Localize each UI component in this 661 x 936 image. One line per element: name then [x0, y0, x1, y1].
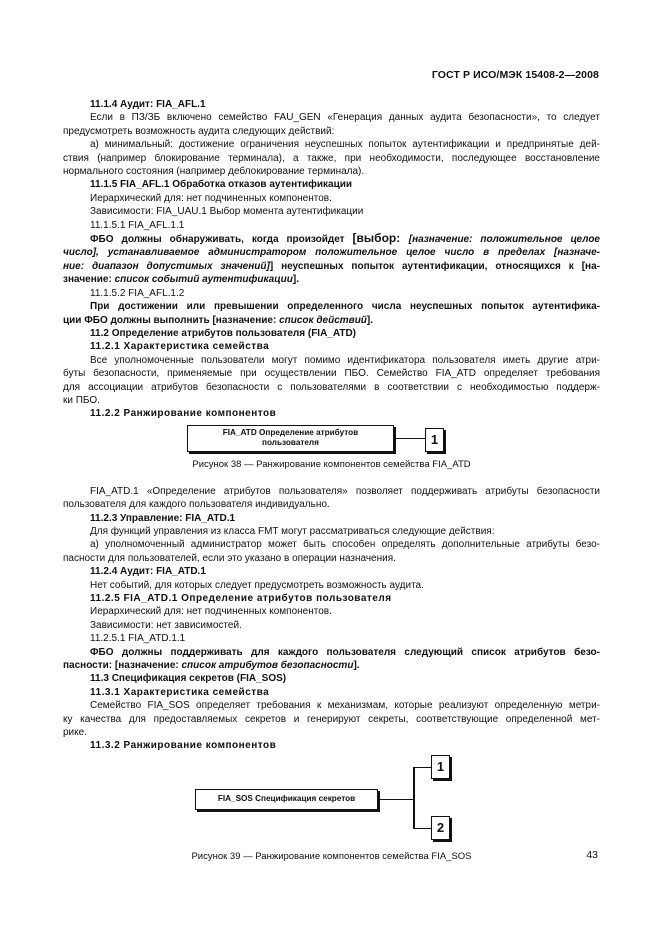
requirement-text: значение: список событий аутентификации]. — [63, 274, 299, 286]
component-number-2: 2 — [431, 816, 450, 840]
section-heading-11-1-5: 11.1.5 FIA_AFL.1 Обработка отказов аутентификации — [90, 179, 353, 191]
element-id: 11.1.5.2 FIA_AFL.1.2 — [90, 287, 185, 299]
component-box-fia-atd: FIA_ATD Определение атрибутов пользователя — [187, 425, 394, 452]
figure-39 — [63, 753, 600, 863]
paragraph: Семейство FIA_SOS определяет требования к механизмам, которые реализуют определенную метри- — [90, 700, 600, 712]
paragraph: FIA_ATD.1 «Определение атрибутов пользователя» позволяет поддерживать атрибуты безопасности — [90, 485, 600, 497]
paragraph: а) минимальный: достижение ограничения неуспешных попыток аутентификации и предпринятые дей- — [90, 139, 600, 151]
connector-line — [413, 767, 431, 769]
connector-line — [378, 799, 413, 801]
section-heading-11-2: 11.2 Определение атрибутов пользователя (FIA_ATD) — [90, 327, 357, 339]
section-heading-11-3-2: 11.3.2 Ранжирование компонентов — [90, 740, 277, 752]
paragraph: Все уполномоченные пользователи могут помимо идентификатора пользователя иметь другие атри- — [90, 354, 600, 366]
page-number: 43 — [586, 849, 598, 861]
section-heading-11-2-5: 11.2.5 FIA_ATD.1 Определение атрибутов пользователя — [90, 593, 392, 604]
paragraph: пользователя для каждого пользователя индивидуально. — [63, 499, 330, 511]
paragraph: Для функций управления из класса FMT могут рассматриваться следующие действия: — [90, 525, 495, 537]
figure-caption: Рисунок 39 — Ранжирование компонентов семейства FIA_SOS — [191, 850, 472, 862]
section-heading-11-3-1: 11.3.1 Характеристика семейства — [90, 686, 270, 698]
paragraph: Нет событий, для которых следует предусмотреть возможность аудита. — [90, 579, 424, 591]
paragraph: а) уполномоченный администратор может быть способен определять дополнительные атрибуты безо- — [90, 539, 600, 551]
section-heading-11-2-2: 11.2.2 Ранжирование компонентов — [90, 408, 277, 420]
figure-38 — [63, 421, 600, 475]
connector-line — [413, 767, 415, 829]
section-heading-11-2-4: 11.2.4 Аудит: FIA_ATD.1 — [90, 566, 206, 578]
paragraph: предусмотреть возможность аудита следующих действий: — [63, 125, 335, 137]
paragraph: рике. — [63, 727, 87, 739]
dependencies-line: Зависимости: нет зависимостей. — [90, 619, 242, 631]
dependencies-line: Зависимости: FIA_UAU.1 Выбор момента аутентификации — [90, 206, 364, 218]
paragraph: ствия (например блокирование терминала), а также, при необходимости, последующее восстановление — [63, 152, 600, 164]
paragraph: пасности для пользователей, если это указано в операции назначения. — [63, 552, 396, 564]
component-number-1: 1 — [425, 428, 444, 452]
component-number-1: 1 — [431, 755, 450, 779]
element-id: 11.1.5.1 FIA_AFL.1.1 — [90, 219, 185, 231]
section-heading-11-2-3: 11.2.3 Управление: FIA_ATD.1 — [90, 512, 236, 524]
section-heading-11-2-1: 11.2.1 Характеристика семейства — [90, 341, 270, 353]
requirement-text: пасности: [назначение: список атрибутов безопасности]. — [63, 660, 360, 672]
figure-caption: Рисунок 38 — Ранжирование компонентов семейства FIA_ATD — [192, 458, 471, 470]
requirement-text: ФБО должны обнаруживать, когда произойдет [выбор: [назначение: положительное целое — [90, 231, 600, 246]
section-heading-11-3: 11.3 Спецификация секретов (FIA_SOS) — [90, 673, 287, 685]
hierarchy-line: Иерархический для: нет подчиненных компонентов. — [90, 606, 332, 618]
paragraph: ку качества для предоставляемых секретов и генерируют секреты, соответствующие определенной мет- — [63, 713, 600, 725]
paragraph: для ассоциации атрибутов безопасности с пользователями в соответствии с необходимостью поддерж- — [63, 381, 600, 393]
paragraph: нормального состояния (например деблокирование терминала). — [63, 166, 365, 178]
requirement-text: ции ФБО должны выполнить [назначение: список действий]. — [63, 314, 374, 326]
connector-line — [413, 828, 431, 830]
connector-line — [395, 438, 425, 440]
section-heading-11-1-4: 11.1.4 Аудит: FIA_AFL.1 — [90, 99, 206, 110]
element-id: 11.2.5.1 FIA_ATD.1.1 — [90, 633, 186, 645]
requirement-text: ФБО должны поддерживать для каждого пользователя следующий список атрибутов безо- — [90, 646, 600, 658]
requirement-text: число], устанавливаемое администратором положительное целое число в пределах [назначе- — [63, 247, 600, 259]
paragraph: Если в ПЗ/ЗБ включено семейство FAU_GEN «Генерация данных аудита безопасности», то следует — [90, 112, 600, 124]
requirement-text: При достижении или превышении определенного числа неуспешных попыток аутентифика- — [90, 301, 600, 313]
standard-header: ГОСТ Р ИСО/МЭК 15408-2—2008 — [431, 69, 599, 81]
paragraph: буты безопасности, применяемые при осуществлении ПБО. Семейство FIA_ATD определяет требования — [63, 368, 600, 380]
paragraph: ки ПБО. — [63, 394, 100, 406]
page-content — [63, 98, 600, 863]
requirement-text: ние: диапазон допустимых значений]] неуспешных попыток аутентификации, относящихся к [на- — [63, 260, 600, 272]
hierarchy-line: Иерархический для: нет подчиненных компонентов. — [90, 192, 332, 204]
component-box-fia-sos: FIA_SOS Спецификация секретов — [195, 789, 378, 810]
